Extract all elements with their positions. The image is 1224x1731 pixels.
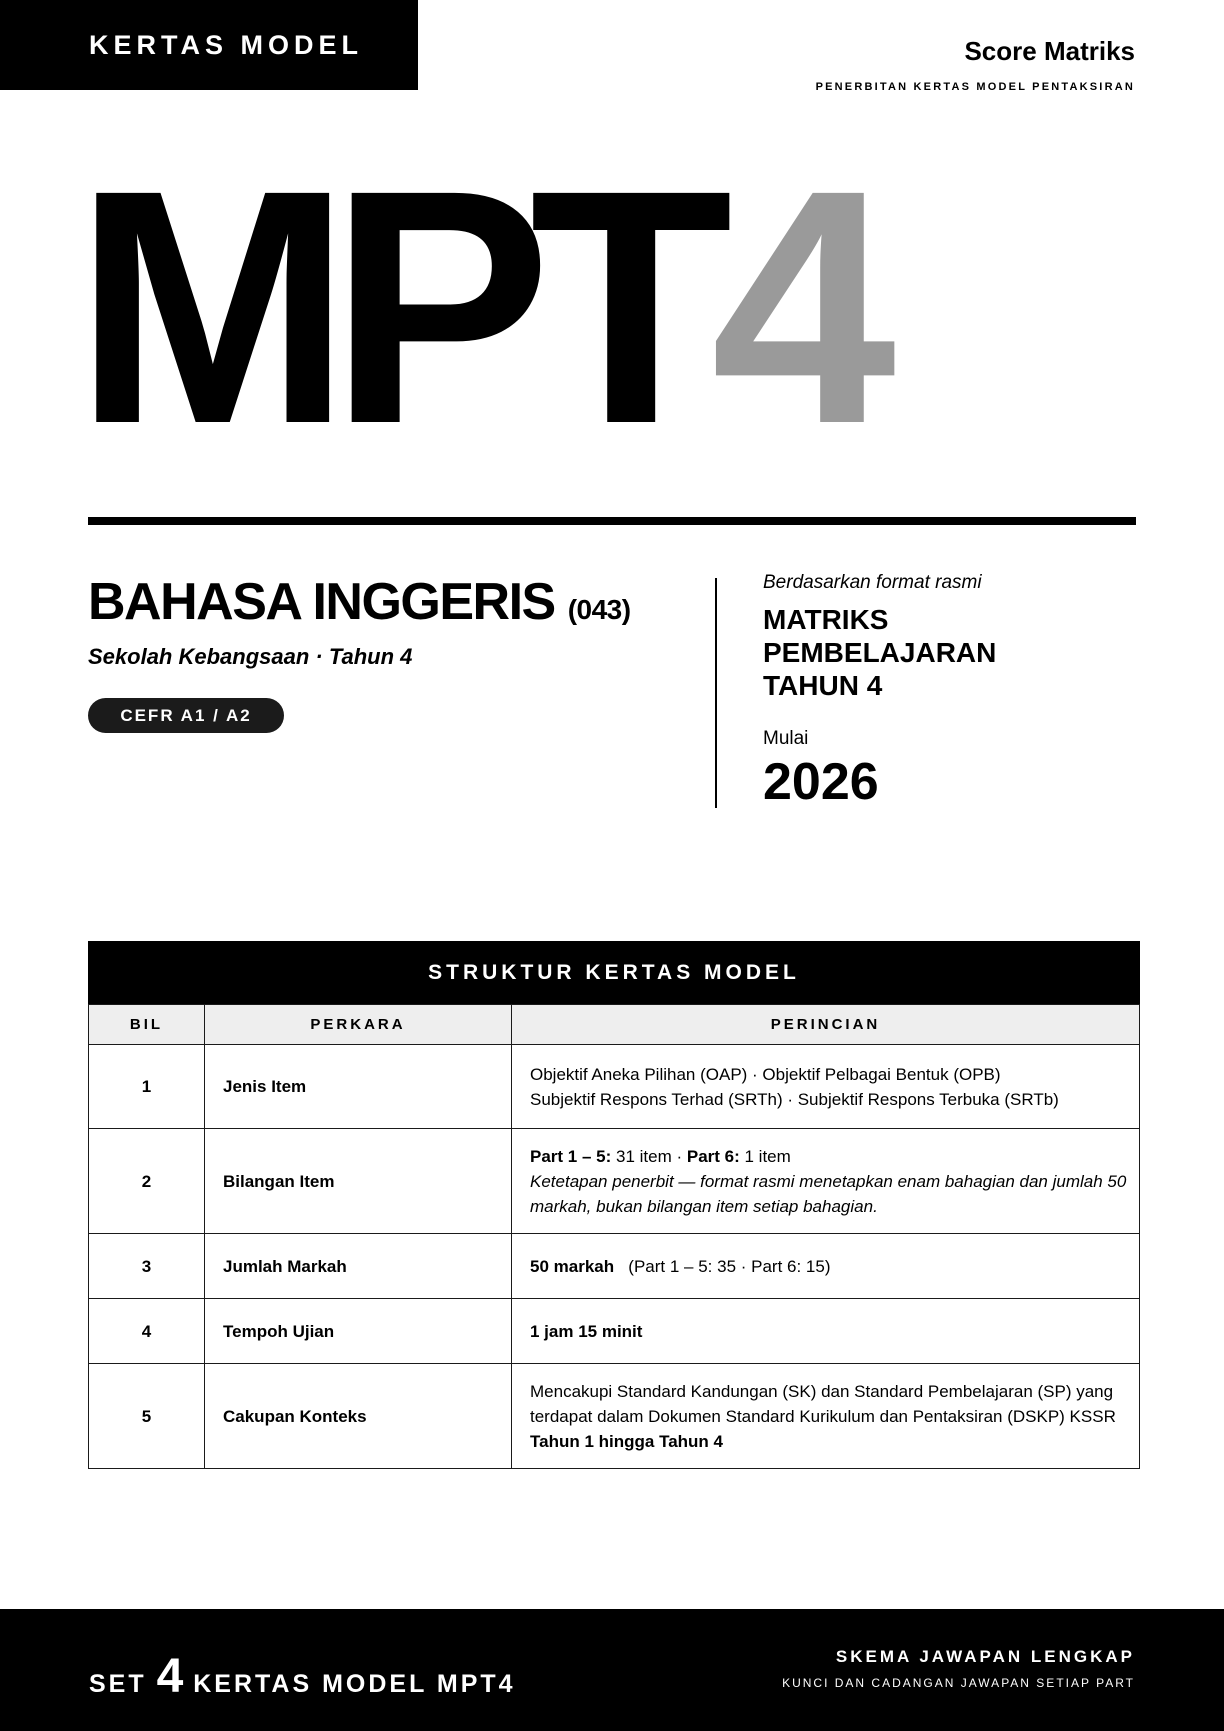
row-number: 1 (89, 1045, 205, 1129)
matrix-intro: Berdasarkan format rasmi (763, 572, 982, 593)
part-range-label: Part 1 – 5: (530, 1146, 612, 1166)
structure-table-block (88, 941, 1140, 1469)
footer-set-title (89, 1649, 516, 1704)
table-header-row (89, 1005, 1140, 1045)
row-number: 2 (89, 1129, 205, 1234)
table-row (89, 1364, 1140, 1469)
table-row (89, 1129, 1140, 1234)
cefr-badge: CEFR A1 / A2 (88, 698, 284, 733)
footer-answer-subtitle: KUNCI DAN CADANGAN JAWAPAN SETIAP PART (782, 1676, 1135, 1690)
column-header-perincian: PERINCIAN (512, 1005, 1140, 1045)
publisher-tagline: PENERBITAN KERTAS MODEL PENTAKSIRAN (815, 81, 1135, 93)
test-duration: 1 jam 15 minit (530, 1321, 643, 1341)
matrix-line: TAHUN 4 (763, 670, 883, 701)
row-item: Tempoh Ujian (205, 1299, 512, 1364)
part-six-label: Part 6: (686, 1146, 740, 1166)
total-marks: 50 markah (530, 1256, 615, 1276)
publisher-note: Ketetapan penerbit — format rasmi menetapkan enam bahagian dan jumlah 50 markah, bukan bilangan item setiap bahagian. (530, 1171, 1127, 1216)
subject-title: BAHASA INGGERIS (88, 573, 555, 631)
publisher-block (816, 36, 1135, 93)
start-year: 2026 (763, 753, 879, 811)
row-item: Jenis Item (205, 1045, 512, 1129)
structure-table-title: STRUKTUR KERTAS MODEL (88, 941, 1140, 1004)
hero-number: 4 (710, 121, 875, 493)
structure-table (88, 1004, 1140, 1469)
subject-subtitle: Sekolah Kebangsaan · Tahun 4 (88, 644, 413, 669)
row-detail (512, 1299, 1140, 1364)
subject-block (88, 572, 631, 733)
column-header-perkara: PERKARA (205, 1005, 512, 1045)
part-six-value: 1 item (739, 1146, 791, 1166)
row-detail (512, 1234, 1140, 1299)
row-number: 4 (89, 1299, 205, 1364)
hero-prefix: MPT (74, 121, 711, 493)
row-item: Jumlah Markah (205, 1234, 512, 1299)
footer-bar (0, 1609, 1224, 1731)
vertical-divider (715, 578, 717, 808)
detail-line: Objektif Aneka Pilihan (OAP) · Objektif Pelbagai Bentuk (OPB) (530, 1064, 1001, 1084)
matrix-block (763, 572, 996, 810)
footer-set-number: 4 (156, 1650, 184, 1703)
row-number: 5 (89, 1364, 205, 1469)
detail-line: Subjektif Respons Terhad (SRTh) · Subjektif Respons Terbuka (SRTb) (530, 1089, 1059, 1109)
scope-range: Tahun 1 hingga Tahun 4 (530, 1431, 723, 1451)
item-count-line (530, 1144, 1127, 1169)
row-number: 3 (89, 1234, 205, 1299)
publisher-name: Score Matriks (964, 36, 1135, 66)
row-item: Bilangan Item (205, 1129, 512, 1234)
row-item: Cakupan Konteks (205, 1364, 512, 1469)
row-detail (512, 1129, 1140, 1234)
row-detail (512, 1364, 1140, 1469)
matrix-line: MATRIKS (763, 604, 889, 635)
part-range-value: 31 item · (611, 1146, 687, 1166)
subject-code: (043) (567, 594, 631, 625)
marks-breakdown: (Part 1 – 5: 35 · Part 6: 15) (628, 1256, 831, 1276)
table-row (89, 1299, 1140, 1364)
column-header-bil: BIL (89, 1005, 205, 1045)
footer-paper-title: KERTAS MODEL MPT4 (193, 1670, 516, 1698)
subject-title-line (88, 572, 631, 632)
hero-title (74, 121, 875, 493)
section-divider (88, 517, 1136, 525)
table-row (89, 1234, 1140, 1299)
scope-text: Mencakupi Standard Kandungan (SK) dan Standard Pembelajaran (SP) yang terdapat dalam Dokumen Standard Kurikulum dan Pentaksiran (DSKP) KSSR (530, 1381, 1116, 1426)
table-row (89, 1045, 1140, 1129)
matrix-line: PEMBELAJARAN (763, 637, 997, 668)
cover-tag: KERTAS MODEL (0, 0, 418, 90)
start-label: Mulai (763, 728, 809, 749)
footer-answer-block (782, 1647, 1135, 1690)
row-detail (512, 1045, 1140, 1129)
footer-set-word: SET (89, 1670, 147, 1698)
footer-answer-title: SKEMA JAWAPAN LENGKAP (835, 1647, 1135, 1666)
